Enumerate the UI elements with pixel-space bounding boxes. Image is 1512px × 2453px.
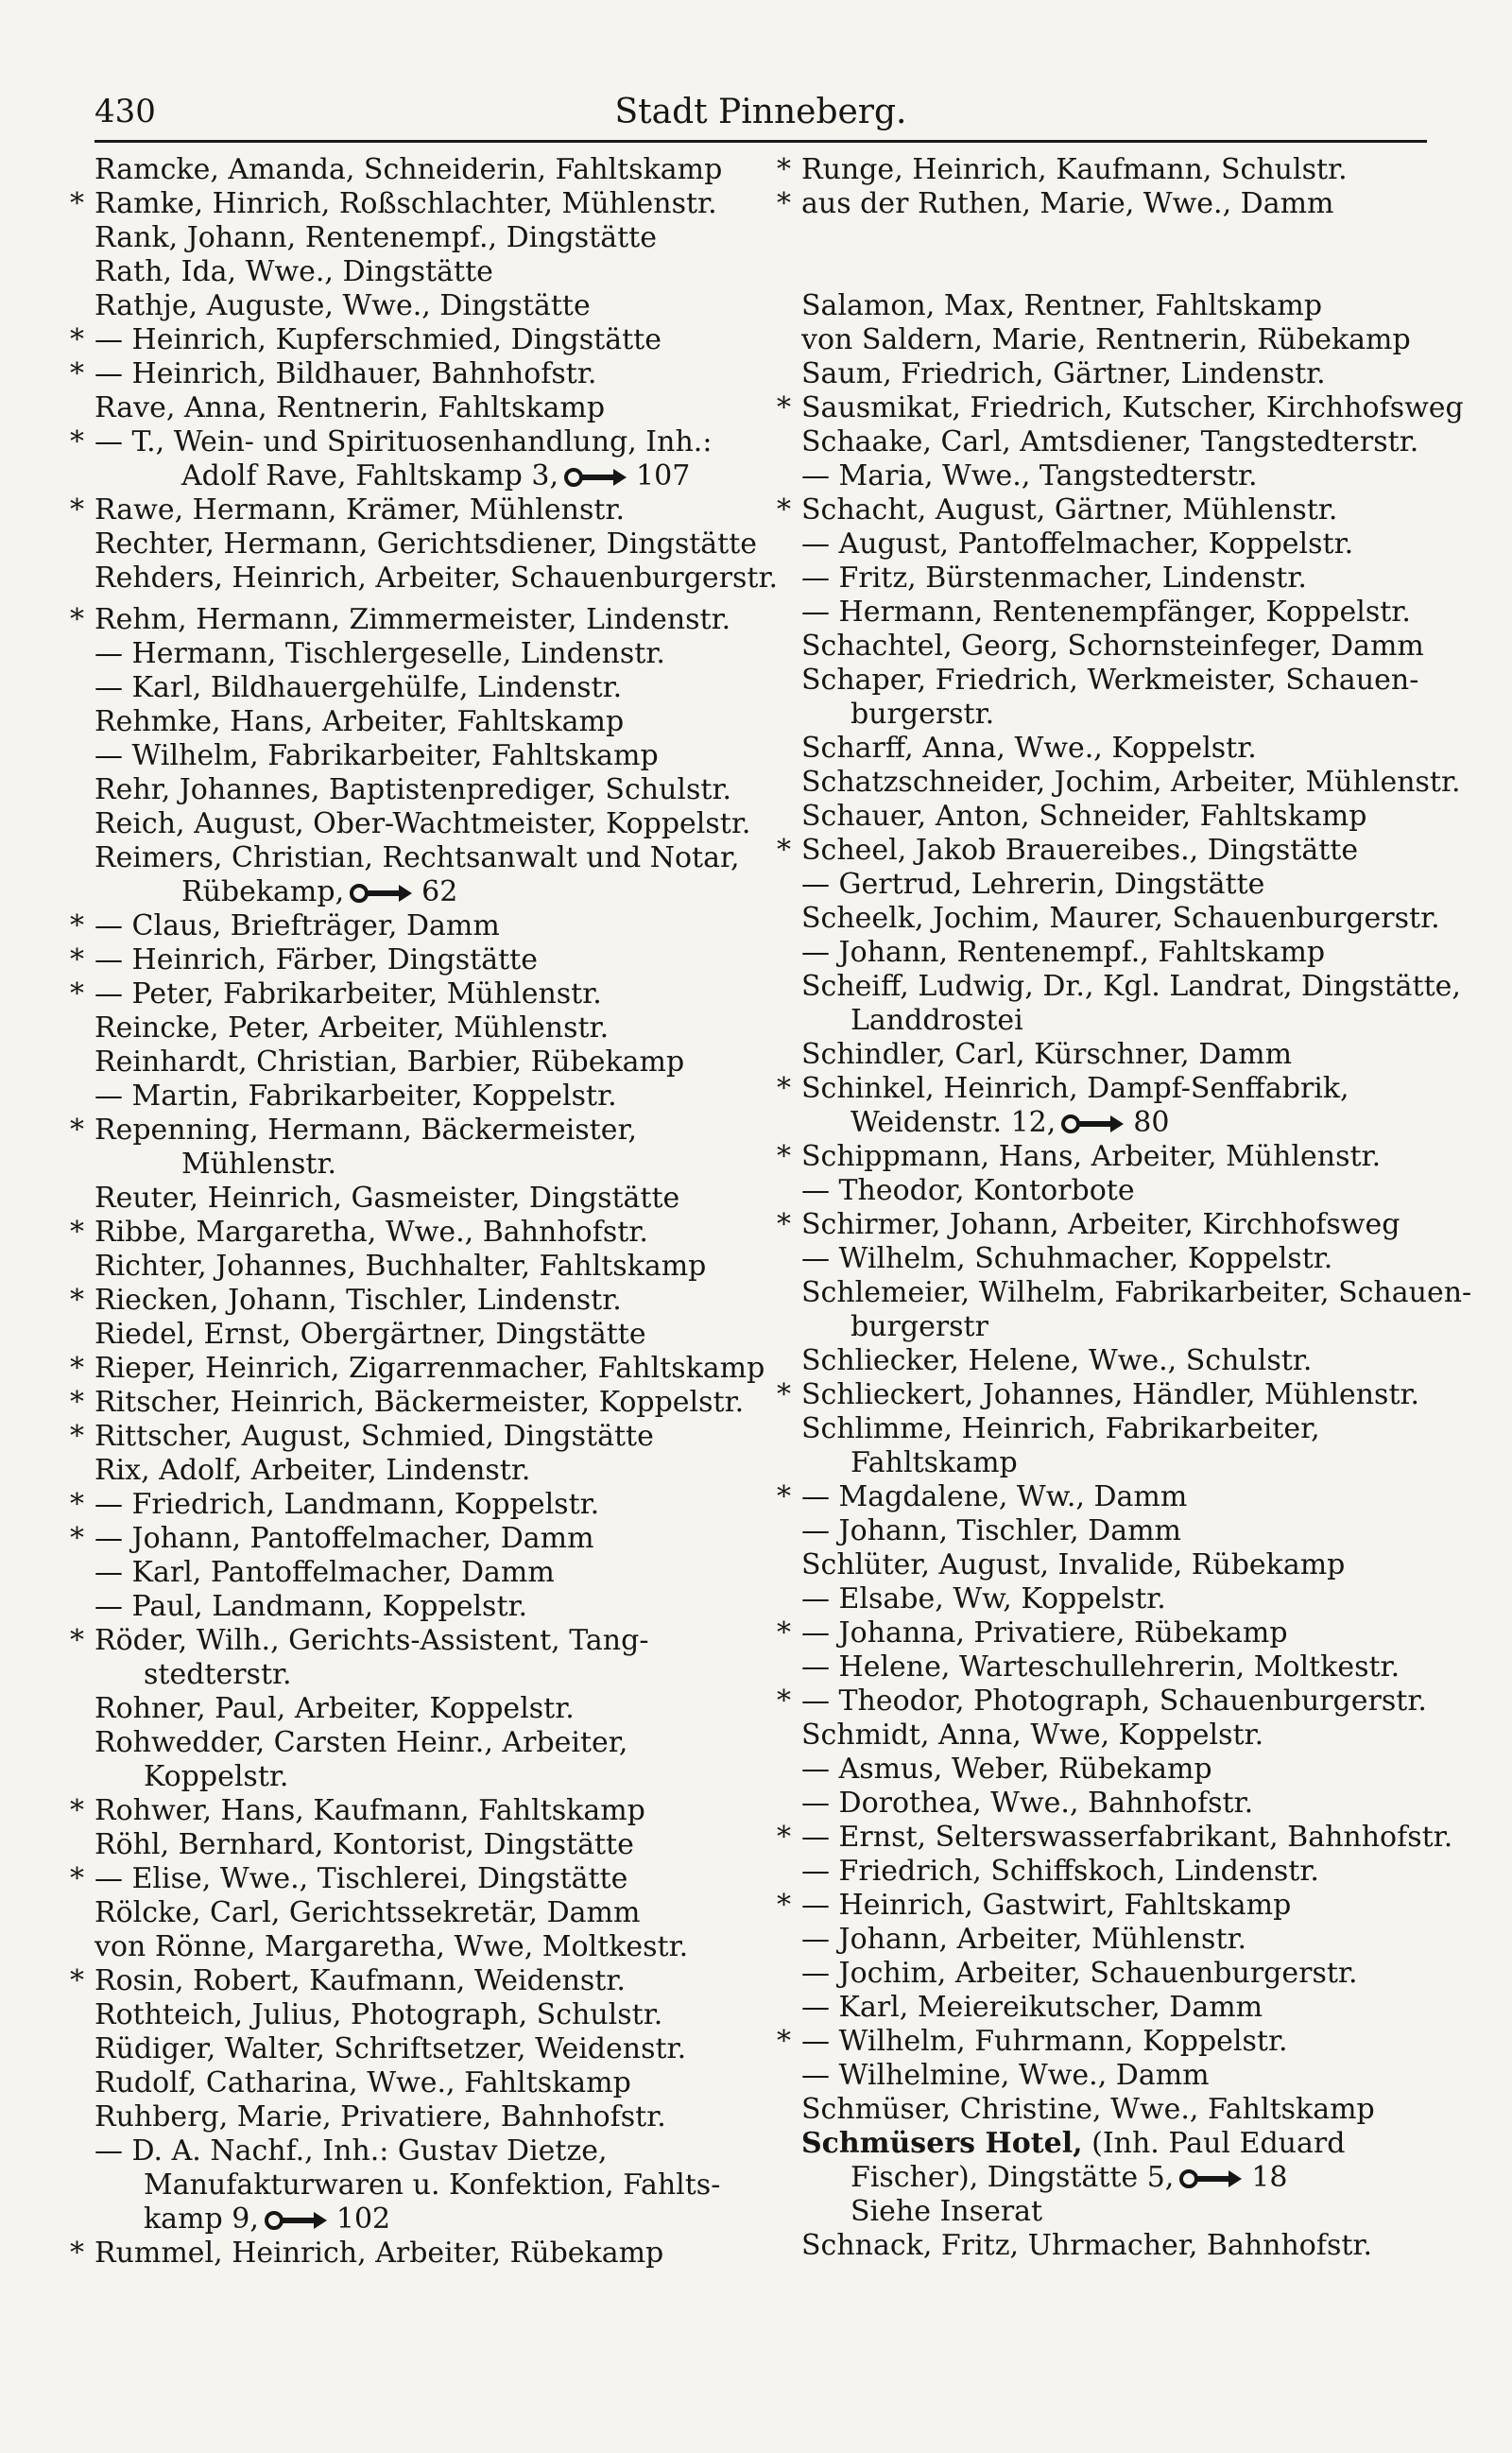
entry-text: — Wilhelmine, Wwe., Damm: [801, 2059, 1210, 2092]
entry-text: — Ernst, Selterswasserfabrikant, Bahnhofstr.: [801, 1821, 1453, 1854]
directory-entry: [775, 1242, 1465, 1276]
directory-entry: [68, 187, 748, 221]
directory-entry: [68, 1318, 748, 1352]
telephone-marker: *: [777, 391, 791, 424]
telephone-marker: *: [70, 1386, 84, 1419]
directory-entry: [68, 1862, 748, 1896]
telephone-key-icon: [265, 2209, 331, 2232]
business-name: Schmüsers Hotel,: [801, 2127, 1083, 2160]
entry-text: — Maria, Wwe., Tangstedterstr.: [801, 459, 1258, 492]
left-column: [68, 153, 779, 2271]
entry-text: — Claus, Briefträger, Damm: [94, 909, 500, 942]
directory-entry: [68, 1794, 748, 1828]
entry-text: — Jochim, Arbeiter, Schauenburgerstr.: [801, 1957, 1358, 1990]
directory-entry: [68, 323, 748, 357]
telephone-marker: *: [777, 1208, 791, 1241]
entry-text: Schlimme, Heinrich, Fabrikarbeiter,: [801, 1412, 1320, 1445]
directory-entry: [775, 2093, 1465, 2127]
directory-entry: [775, 902, 1465, 936]
entry-text: Rath, Ida, Wwe., Dingstätte: [94, 255, 493, 288]
directory-entry: [68, 459, 748, 493]
telephone-marker: *: [777, 187, 791, 220]
directory-entry: [68, 1590, 748, 1624]
telephone-key-icon: [564, 466, 630, 489]
directory-entry: [775, 1072, 1465, 1106]
directory-entry: [775, 1004, 1465, 1038]
telephone-marker: *: [70, 357, 84, 390]
entry-text: Rehr, Johannes, Baptistenprediger, Schulstr.: [94, 773, 732, 806]
directory-entry: [68, 1556, 748, 1590]
entry-text: — Wilhelm, Schuhmacher, Koppelstr.: [801, 1242, 1333, 1275]
entry-text: — Wilhelm, Fuhrmann, Koppelstr.: [801, 2025, 1288, 2058]
directory-entry: [68, 1080, 748, 1114]
entry-text: Rave, Anna, Rentnerin, Fahltskamp: [94, 391, 606, 424]
entry-text: Rehders, Heinrich, Arbeiter, Schauenburgerstr.: [94, 561, 779, 595]
directory-entry: [775, 493, 1465, 527]
directory-entry: [68, 2032, 748, 2066]
entry-text: Scharff, Anna, Wwe., Koppelstr.: [801, 732, 1257, 765]
directory-entry: [775, 936, 1465, 970]
entry-text: burgerstr.: [850, 698, 995, 731]
entry-text: Schindler, Carl, Kürschner, Damm: [801, 1038, 1293, 1071]
telephone-marker: *: [70, 603, 84, 636]
entry-text: Rieper, Heinrich, Zigarrenmacher, Fahltskamp: [94, 1352, 765, 1385]
entry-text: Röder, Wilh., Gerichts-Assistent, Tang-: [94, 1624, 649, 1657]
directory-entry: [775, 1276, 1472, 1310]
entry-text: Schaper, Friedrich, Werkmeister, Schauen-: [801, 664, 1419, 697]
directory-entry: [775, 2059, 1465, 2093]
page-title: Stadt Pinneberg.: [614, 93, 907, 131]
entry-text: Fischer), Dingstätte 5,: [850, 2161, 1175, 2194]
entry-text: Rölcke, Carl, Gerichtssekretär, Damm: [94, 1896, 641, 1929]
directory-entry: [68, 1930, 748, 1964]
directory-entry: [68, 1250, 748, 1284]
entry-text: Rix, Adolf, Arbeiter, Lindenstr.: [94, 1454, 531, 1487]
entry-text: Schirmer, Johann, Arbeiter, Kirchhofsweg: [801, 1208, 1400, 1241]
entry-text: Schaake, Carl, Amtsdiener, Tangstedterstr.: [801, 425, 1419, 458]
telephone-marker: *: [70, 493, 84, 527]
entry-text: Reimers, Christian, Rechtsanwalt und Notar,: [94, 841, 740, 874]
entry-text: — Johann, Pantoffelmacher, Damm: [94, 1522, 594, 1555]
entry-text: — Dorothea, Wwe., Bahnhofstr.: [801, 1787, 1254, 1820]
entry-text: kamp 9,: [144, 2203, 259, 2236]
directory-entry: [68, 773, 748, 807]
entry-text: Richter, Johannes, Buchhalter, Fahltskamp: [94, 1250, 707, 1283]
telephone-marker: *: [777, 1480, 791, 1513]
directory-entry: [68, 1352, 765, 1386]
entry-text: — Johann, Arbeiter, Mühlenstr.: [801, 1923, 1247, 1956]
directory-entry: [775, 561, 1465, 596]
entry-text: Ramke, Hinrich, Roßschlachter, Mühlenstr.: [94, 187, 717, 220]
telephone-marker: *: [777, 1140, 791, 1173]
directory-entry: [775, 1208, 1465, 1242]
entry-text: Reich, August, Ober-Wachtmeister, Koppelstr.: [94, 807, 751, 840]
entry-text: Rübekamp,: [181, 875, 345, 908]
directory-entry: [68, 1045, 748, 1080]
telephone-marker: *: [70, 1352, 84, 1385]
entry-text: Riecken, Johann, Tischler, Lindenstr.: [94, 1284, 622, 1317]
directory-entry: [68, 1488, 748, 1522]
directory-entry: [68, 357, 748, 391]
entry-text: — Martin, Fabrikarbeiter, Koppelstr.: [94, 1080, 617, 1113]
telephone-marker: *: [777, 153, 791, 186]
entry-text: Schlüter, August, Invalide, Rübekamp: [801, 1548, 1346, 1581]
directory-entry: [775, 1378, 1465, 1412]
entry-text: Schachtel, Georg, Schornsteinfeger, Damm: [801, 630, 1424, 663]
directory-entry: [775, 732, 1465, 766]
telephone-marker: *: [70, 187, 84, 220]
entry-text: Rudolf, Catharina, Wwe., Fahltskamp: [94, 2066, 631, 2099]
entry-text: Ruhberg, Marie, Privatiere, Bahnhofstr.: [94, 2100, 666, 2133]
directory-entry: [68, 153, 748, 187]
directory-entry: [775, 1753, 1465, 1787]
telephone-marker: *: [777, 1889, 791, 1922]
entry-text: — Wilhelm, Fabrikarbeiter, Fahltskamp: [94, 739, 659, 772]
entry-text: Rummel, Heinrich, Arbeiter, Rübekamp: [94, 2237, 664, 2270]
entry-text: Schauer, Anton, Schneider, Fahltskamp: [801, 800, 1367, 833]
entry-text: Schliecker, Helene, Wwe., Schulstr.: [801, 1344, 1313, 1377]
telephone-key-icon: [1179, 2168, 1246, 2190]
entry-text: — Elise, Wwe., Tischlerei, Dingstätte: [94, 1862, 628, 1895]
entry-text: Scheel, Jakob Brauereibes., Dingstätte: [801, 834, 1359, 867]
right-column: [775, 153, 1472, 2263]
directory-entry: [775, 1923, 1465, 1957]
entry-text: Reuter, Heinrich, Gasmeister, Dingstätte: [94, 1182, 680, 1215]
telephone-marker: *: [777, 1378, 791, 1411]
entry-text: — Hermann, Rentenempfänger, Koppelstr.: [801, 596, 1411, 629]
telephone-marker: *: [70, 425, 84, 458]
entry-text: Saum, Friedrich, Gärtner, Lindenstr.: [801, 357, 1326, 390]
entry-text: Schlemeier, Wilhelm, Fabrikarbeiter, Schauen-: [801, 1276, 1472, 1309]
directory-entry: [775, 1038, 1465, 1072]
telephone-key-icon: [1061, 1113, 1127, 1135]
directory-entry: [775, 1480, 1465, 1514]
entry-text: Rohwedder, Carsten Heinr., Arbeiter,: [94, 1726, 628, 1759]
directory-entry: [775, 153, 1465, 187]
entry-text: Ramcke, Amanda, Schneiderin, Fahltskamp: [94, 153, 723, 186]
entry-text: Koppelstr.: [144, 1760, 289, 1793]
directory-entry: [775, 2025, 1465, 2059]
directory-entry: [68, 977, 748, 1011]
entry-text: aus der Ruthen, Marie, Wwe., Damm: [801, 187, 1334, 220]
entry-text: — Heinrich, Färber, Dingstätte: [94, 943, 538, 976]
entry-text: (Inh. Paul Eduard: [1091, 2127, 1346, 2160]
entry-text: Riedel, Ernst, Obergärtner, Dingstätte: [94, 1318, 646, 1351]
directory-entry: [68, 2100, 748, 2134]
directory-entry: [68, 2203, 748, 2237]
entry-text: von Rönne, Margaretha, Wwe, Moltkestr.: [94, 1930, 689, 1963]
directory-entry: [775, 698, 1465, 732]
directory-entry: [775, 1582, 1465, 1616]
directory-entry: [775, 1957, 1465, 1991]
entry-text: Rehm, Hermann, Zimmermeister, Lindenstr.: [94, 603, 731, 636]
entry-text: Schmüser, Christine, Wwe., Fahltskamp: [801, 2093, 1375, 2126]
directory-entry: [68, 391, 748, 425]
directory-entry: [68, 1692, 748, 1726]
entry-text: Manufakturwaren u. Konfektion, Fahlts-: [144, 2168, 721, 2202]
entry-text: — Karl, Bildhauergehülfe, Lindenstr.: [94, 671, 623, 704]
directory-entry: [68, 1658, 748, 1692]
entry-text: — Gertrud, Lehrerin, Dingstätte: [801, 868, 1265, 901]
entry-text: Ribbe, Margaretha, Wwe., Bahnhofstr.: [94, 1216, 648, 1249]
directory-entry: [775, 1719, 1465, 1753]
directory-entry: [775, 2161, 1465, 2195]
directory-entry: [775, 527, 1465, 561]
entry-text: Fahltskamp: [850, 1446, 1018, 1479]
entry-text: Rohwer, Hans, Kaufmann, Fahltskamp: [94, 1794, 645, 1827]
directory-entry: [68, 943, 748, 977]
directory-entry: [775, 596, 1465, 630]
entry-text: — August, Pantoffelmacher, Koppelstr.: [801, 527, 1354, 561]
entry-text: — Elsabe, Ww, Koppelstr.: [801, 1582, 1166, 1615]
directory-entry: [68, 1828, 748, 1862]
telephone-marker: *: [70, 1862, 84, 1895]
phone-number: 62: [421, 875, 458, 908]
directory-entry: [775, 834, 1465, 868]
directory-entry: [68, 1011, 748, 1045]
entry-text: Schmidt, Anna, Wwe, Koppelstr.: [801, 1719, 1264, 1752]
directory-entry: [68, 289, 748, 323]
directory-entry: [775, 391, 1465, 425]
telephone-marker: *: [70, 943, 84, 976]
page-header: [94, 87, 1427, 143]
directory-entry: [68, 1964, 748, 1998]
entry-text: Salamon, Max, Rentner, Fahltskamp: [801, 289, 1323, 322]
telephone-key-icon: [350, 882, 416, 905]
directory-entry: [775, 1991, 1465, 2025]
telephone-marker: *: [70, 2237, 84, 2270]
directory-entry: [775, 970, 1465, 1004]
directory-entry: [68, 1726, 748, 1760]
directory-entry: [775, 1174, 1465, 1208]
phone-number: 107: [636, 459, 691, 492]
directory-entry: [68, 527, 758, 561]
directory-entry: [68, 255, 748, 289]
entry-text: — D. A. Nachf., Inh.: Gustav Dietze,: [94, 2134, 608, 2168]
telephone-marker: *: [70, 1216, 84, 1249]
entry-text: Rothteich, Julius, Photograph, Schulstr.: [94, 1998, 663, 2031]
entry-text: — Karl, Meiereikutscher, Damm: [801, 1991, 1263, 2024]
directory-entry: [68, 2134, 748, 2168]
directory-entry: [68, 637, 748, 671]
telephone-marker: *: [777, 1821, 791, 1854]
directory-entry: [68, 1624, 748, 1658]
directory-entry: [68, 1114, 748, 1148]
entry-text: Rosin, Robert, Kaufmann, Weidenstr.: [94, 1964, 626, 1997]
telephone-marker: *: [70, 323, 84, 356]
entry-text: Schacht, August, Gärtner, Mühlenstr.: [801, 493, 1338, 527]
phone-number: 102: [335, 2203, 391, 2236]
directory-entry: [775, 1650, 1465, 1684]
directory-entry: [775, 289, 1465, 323]
entry-text: Rank, Johann, Rentenempf., Dingstätte: [94, 221, 657, 254]
telephone-marker: *: [70, 1114, 84, 1147]
directory-entry: [68, 221, 748, 255]
entry-text: Rüdiger, Walter, Schriftsetzer, Weidenstr.: [94, 2032, 687, 2065]
directory-entry: [775, 2229, 1465, 2263]
entry-text: Schinkel, Heinrich, Dampf-Senffabrik,: [801, 1072, 1349, 1105]
directory-entry: [775, 630, 1465, 664]
directory-entry: [68, 1182, 748, 1216]
entry-text: Rathje, Auguste, Wwe., Dingstätte: [94, 289, 591, 322]
entry-text: — Heinrich, Kupferschmied, Dingstätte: [94, 323, 662, 356]
directory-entry: [68, 425, 748, 459]
directory-entry: [68, 2237, 748, 2271]
telephone-marker: *: [777, 2025, 791, 2058]
directory-entry: [775, 2127, 1465, 2161]
directory-entry: [775, 868, 1465, 902]
entry-text: — Heinrich, Bildhauer, Bahnhofstr.: [94, 357, 597, 390]
directory-entry: [775, 1616, 1465, 1650]
entry-text: — Theodor, Photograph, Schauenburgerstr.: [801, 1684, 1427, 1718]
entry-text: Scheiff, Ludwig, Dr., Kgl. Landrat, Dingstätte,: [801, 970, 1461, 1003]
directory-entry: [68, 705, 748, 739]
directory-entry: [775, 323, 1465, 357]
entry-text: — T., Wein- und Spirituosenhandlung, Inh.:: [94, 425, 713, 458]
entry-text: — Hermann, Tischlergeselle, Lindenstr.: [94, 637, 665, 670]
telephone-marker: *: [777, 1684, 791, 1718]
entry-text: Schnack, Fritz, Uhrmacher, Bahnhofstr.: [801, 2229, 1372, 2262]
directory-entry: [68, 493, 748, 527]
entry-text: — Friedrich, Landmann, Koppelstr.: [94, 1488, 600, 1521]
entry-text: Ritscher, Heinrich, Bäckermeister, Koppelstr.: [94, 1386, 745, 1419]
entry-text: Scheelk, Jochim, Maurer, Schauenburgerstr.: [801, 902, 1440, 935]
directory-entry: [68, 1216, 748, 1250]
directory-entry: [775, 1889, 1465, 1923]
entry-text: von Saldern, Marie, Rentnerin, Rübekamp: [801, 323, 1411, 356]
directory-entry: [68, 739, 748, 773]
entry-text: Repenning, Hermann, Bäckermeister,: [94, 1114, 638, 1147]
entry-text: — Johann, Tischler, Damm: [801, 1514, 1181, 1547]
directory-entry: [775, 1140, 1465, 1174]
directory-entry: [775, 1821, 1465, 1855]
directory-entry: [775, 1310, 1465, 1344]
directory-entry: [68, 2168, 748, 2203]
entry-text: — Helene, Warteschullehrerin, Moltkestr.: [801, 1650, 1400, 1684]
telephone-marker: *: [777, 1616, 791, 1650]
directory-entry: [68, 1420, 748, 1454]
directory-entry: [68, 1760, 748, 1794]
entry-text: — Johanna, Privatiere, Rübekamp: [801, 1616, 1288, 1650]
directory-entry: [775, 1446, 1465, 1480]
entry-text: Sausmikat, Friedrich, Kutscher, Kirchhofsweg: [801, 391, 1464, 424]
entry-text: Mühlenstr.: [181, 1148, 337, 1181]
directory-entry: [775, 425, 1465, 459]
entry-text: Siehe Inserat: [850, 2195, 1043, 2228]
entry-text: — Karl, Pantoffelmacher, Damm: [94, 1556, 555, 1589]
directory-entry: [775, 187, 1465, 221]
page-number: 430: [94, 93, 156, 130]
directory-entry: [68, 1386, 748, 1420]
telephone-marker: *: [70, 1624, 84, 1657]
entry-text: — Fritz, Bürstenmacher, Lindenstr.: [801, 561, 1307, 595]
telephone-marker: *: [70, 1964, 84, 1997]
entry-text: Rehmke, Hans, Arbeiter, Fahltskamp: [94, 705, 625, 738]
phone-number: 18: [1251, 2161, 1288, 2194]
entry-text: Runge, Heinrich, Kaufmann, Schulstr.: [801, 153, 1348, 186]
directory-entry: [68, 1284, 748, 1318]
directory-entry: [775, 357, 1465, 391]
entry-text: — Johann, Rentenempf., Fahltskamp: [801, 936, 1326, 969]
directory-entry: [775, 800, 1465, 834]
directory-entry: [68, 603, 748, 637]
entry-text: Rechter, Hermann, Gerichtsdiener, Dingstätte: [94, 527, 758, 561]
telephone-marker: *: [70, 1284, 84, 1317]
directory-entry: [775, 1412, 1465, 1446]
entry-text: — Heinrich, Gastwirt, Fahltskamp: [801, 1889, 1292, 1922]
directory-entry: [68, 1998, 748, 2032]
directory-entry: [68, 2066, 748, 2100]
telephone-marker: *: [70, 1794, 84, 1827]
telephone-marker: *: [777, 834, 791, 867]
directory-entry: [68, 1896, 748, 1930]
directory-entry: [775, 1106, 1465, 1140]
directory-entry: [775, 1514, 1465, 1548]
entry-text: Landdrostei: [850, 1004, 1023, 1037]
entry-text: stedterstr.: [144, 1658, 292, 1691]
directory-entry: [775, 1344, 1465, 1378]
entry-text: Schatzschneider, Jochim, Arbeiter, Mühlenstr.: [801, 766, 1461, 799]
telephone-marker: *: [70, 977, 84, 1011]
telephone-marker: *: [777, 493, 791, 527]
entry-text: Rittscher, August, Schmied, Dingstätte: [94, 1420, 654, 1453]
entry-text: — Paul, Landmann, Koppelstr.: [94, 1590, 528, 1623]
entry-text: — Peter, Fabrikarbeiter, Mühlenstr.: [94, 977, 602, 1011]
entry-text: Röhl, Bernhard, Kontorist, Dingstätte: [94, 1828, 634, 1861]
telephone-marker: *: [70, 1420, 84, 1453]
telephone-marker: *: [70, 1522, 84, 1555]
entry-text: Schippmann, Hans, Arbeiter, Mühlenstr.: [801, 1140, 1382, 1173]
telephone-marker: *: [70, 1488, 84, 1521]
phone-number: 80: [1133, 1106, 1170, 1139]
entry-text: Schlieckert, Johannes, Händler, Mühlenstr.: [801, 1378, 1420, 1411]
directory-entry: [775, 1787, 1465, 1821]
entry-text: Rawe, Hermann, Krämer, Mühlenstr.: [94, 493, 625, 527]
directory-entry: [68, 841, 748, 875]
directory-entry: [68, 671, 748, 705]
entry-text: — Asmus, Weber, Rübekamp: [801, 1753, 1212, 1786]
telephone-marker: *: [70, 909, 84, 942]
directory-entry: [775, 2195, 1465, 2229]
directory-entry: [775, 1548, 1465, 1582]
entry-text: burgerstr: [850, 1310, 988, 1343]
directory-entry: [775, 664, 1465, 698]
entry-text: — Theodor, Kontorbote: [801, 1174, 1135, 1207]
entry-text: Reincke, Peter, Arbeiter, Mühlenstr.: [94, 1011, 610, 1045]
directory-entry: [68, 1522, 748, 1556]
directory-entry: [68, 561, 779, 596]
entry-text: Adolf Rave, Fahltskamp 3,: [181, 459, 559, 492]
directory-entry: [775, 459, 1465, 493]
entry-text: Rohner, Paul, Arbeiter, Koppelstr.: [94, 1692, 575, 1725]
directory-entry: [68, 1148, 748, 1182]
entry-text: Weidenstr. 12,: [850, 1106, 1057, 1139]
entry-text: — Friedrich, Schiffskoch, Lindenstr.: [801, 1855, 1319, 1888]
directory-entry: [68, 1454, 748, 1488]
directory-entry: [68, 875, 748, 909]
directory-entry: [775, 1855, 1465, 1889]
directory-entry: [775, 1684, 1465, 1719]
directory-entry: [68, 909, 748, 943]
entry-text: Reinhardt, Christian, Barbier, Rübekamp: [94, 1045, 685, 1079]
directory-entry: [68, 807, 751, 841]
telephone-marker: *: [777, 1072, 791, 1105]
directory-entry: [775, 766, 1465, 800]
entry-text: — Magdalene, Ww., Damm: [801, 1480, 1188, 1513]
